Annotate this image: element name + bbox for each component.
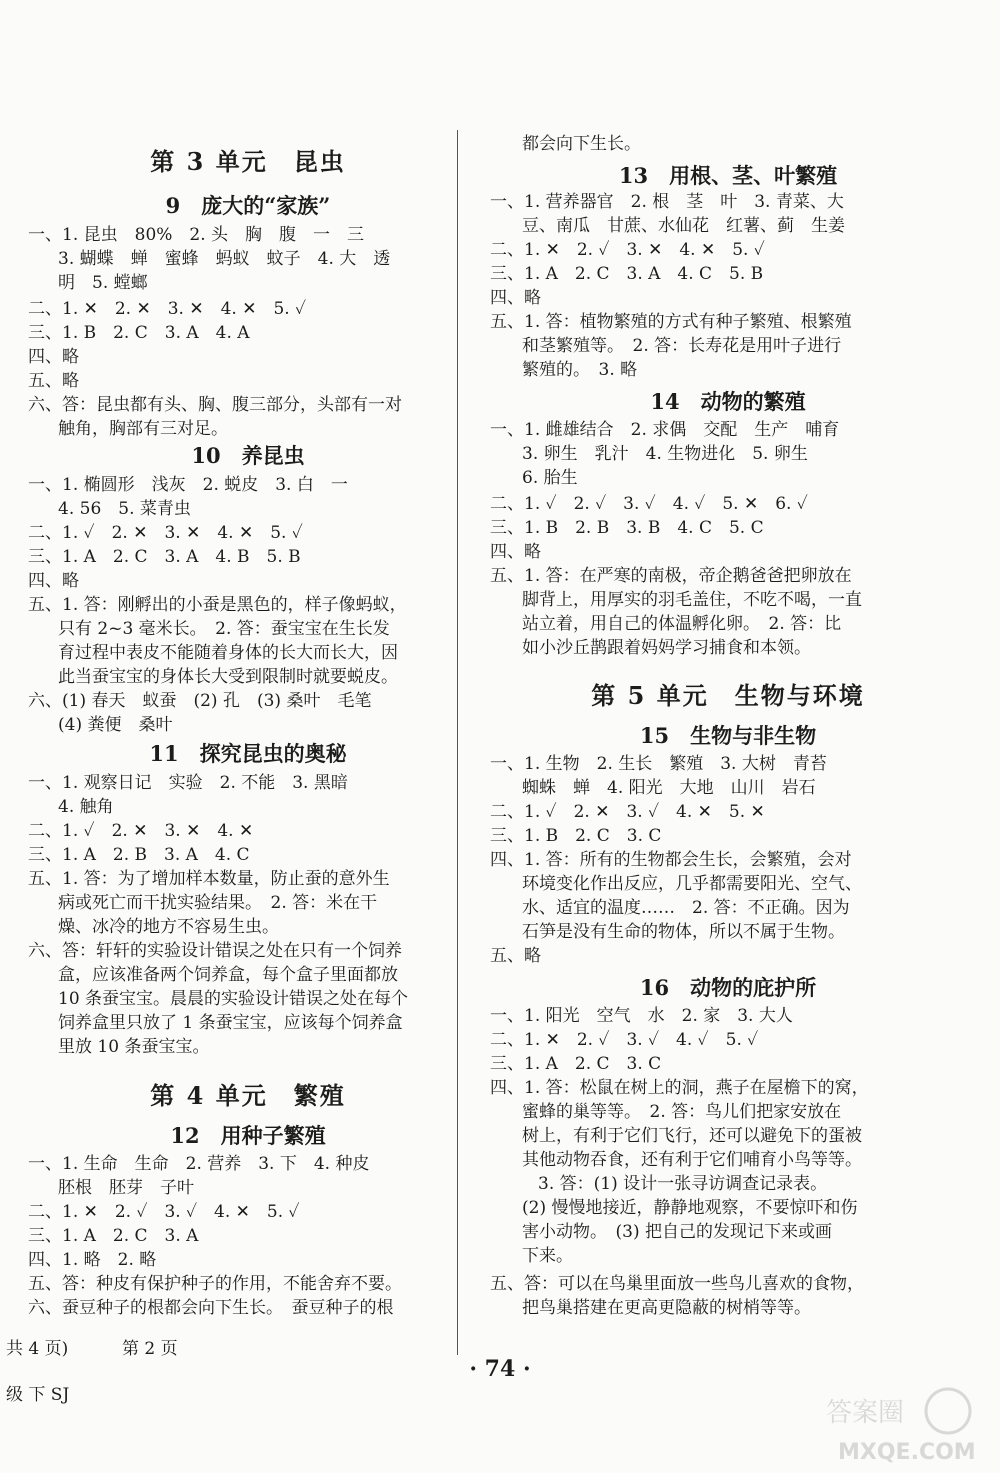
watermark-logo-text: 答案圈	[826, 1398, 905, 1428]
answer-line: 病或死亡而干扰实验结果。 2. 答：米在干	[58, 893, 378, 913]
answer-line: 一、1. 营养器官 2. 根 茎 叶 3. 青菜、大	[490, 192, 844, 212]
answer-line: 二、1. ✓ 2. ✕ 3. ✕ 4. ✕	[28, 821, 254, 841]
answer-line: 石笋是没有生命的物体，所以不属于生物。	[522, 922, 845, 942]
answer-line: 二、1. ✓ 2. ✕ 3. ✕ 4. ✕ 5. ✓	[28, 523, 303, 543]
unit-heading: 第 3 单元 昆虫	[150, 147, 346, 176]
answer-line: 三、1. A 2. B 3. A 4. C	[28, 845, 250, 865]
answer-line: 一、1. 昆虫 80% 2. 头 胸 腹 一 三	[28, 225, 365, 245]
answer-line: 蜜蜂的巢等等。 2. 答：鸟儿们把家安放在	[522, 1102, 842, 1122]
answer-line: 六、答：轩轩的实验设计错误之处在只有一个饲养	[28, 941, 402, 961]
answer-line: 三、1. A 2. C 3. C	[490, 1054, 662, 1074]
answer-line: 四、略	[490, 288, 541, 308]
answer-line: 五、1. 答：为了增加样本数量，防止蚕的意外生	[28, 869, 390, 889]
answer-line: 3. 答：(1) 设计一张寻访调查记录表。	[538, 1174, 828, 1194]
answer-line: 其他动物吞食，还有利于它们哺育小鸟等等。	[522, 1150, 862, 1170]
lesson-heading: 12 用种子繁殖	[170, 1123, 326, 1148]
lesson-heading: 15 生物与非生物	[639, 723, 817, 748]
answer-line: 一、1. 观察日记 实验 2. 不能 3. 黑暗	[28, 773, 348, 793]
unit-heading: 第 5 单元 生物与环境	[591, 681, 865, 710]
answer-line: 一、1. 生命 生命 2. 营养 3. 下 4. 种皮	[28, 1154, 370, 1174]
column-divider	[457, 130, 458, 1355]
answer-line: 四、1. 答：所有的生物都会生长，会繁殖，会对	[490, 850, 852, 870]
answer-line: 三、1. A 2. C 3. A 4. B 5. B	[28, 547, 301, 567]
answer-line: 站立着，用自己的体温孵化卵。 2. 答：比	[522, 614, 842, 634]
answer-line: 4. 触角	[58, 797, 114, 817]
answer-line: 六、(1) 春天 蚁蚕 (2) 孔 (3) 桑叶 毛笔	[28, 691, 372, 711]
answer-line: 三、1. A 2. C 3. A	[28, 1226, 199, 1246]
answer-line: 6. 胎生	[522, 468, 578, 488]
answer-line: 如小沙丘鹊跟着妈妈学习捕食和本领。	[522, 638, 811, 658]
answer-line: 害小动物。 (3) 把自己的发现记下来或画	[522, 1222, 832, 1242]
answer-line: 盒，应该准备两个饲养盒，每个盒子里面都放	[58, 965, 398, 985]
answer-line: 二、1. ✓ 2. ✓ 3. ✓ 4. ✓ 5. ✕ 6. ✓	[490, 494, 808, 514]
lesson-heading: 10 养昆虫	[191, 443, 305, 468]
answer-line: 和茎繁殖等。 2. 答：长寿花是用叶子进行	[522, 336, 842, 356]
answer-line: 把鸟巢搭建在更高更隐蔽的树梢等等。	[522, 1298, 811, 1318]
answer-line: 五、略	[28, 371, 79, 391]
answer-line: 3. 卵生 乳汁 4. 生物进化 5. 卵生	[522, 444, 808, 464]
answer-line: 都会向下生长。	[522, 134, 641, 154]
answer-line: 明 5. 螳螂	[58, 273, 148, 293]
answer-line: 只有 2~3 毫米长。 2. 答：蚕宝宝在生长发	[58, 619, 390, 639]
answer-line: 五、1. 答：植物繁殖的方式有种子繁殖、根繁殖	[490, 312, 852, 332]
answer-line: 三、1. A 2. C 3. A 4. C 5. B	[490, 264, 764, 284]
answer-line: 此当蚕宝宝的身体长大受到限制时就要蜕皮。	[58, 667, 398, 687]
answer-line: 3. 蝴蝶 蝉 蜜蜂 蚂蚁 蚊子 4. 大 透	[58, 249, 391, 269]
answer-line: 一、1. 雌雄结合 2. 求偶 交配 生产 哺育	[490, 420, 840, 440]
watermark	[820, 1385, 988, 1465]
answer-line: (2) 慢慢地接近，静静地观察，不要惊吓和伤	[522, 1198, 858, 1218]
answer-line: 一、1. 椭圆形 浅灰 2. 蜕皮 3. 白 一	[28, 475, 348, 495]
answer-line: 繁殖的。 3. 略	[522, 360, 638, 380]
answer-line: 燥、冰冷的地方不容易生虫。	[58, 917, 279, 937]
answer-line: 水、适宜的温度…… 2. 答：不正确。因为	[522, 898, 850, 918]
answer-line: 触角，胸部有三对足。	[58, 419, 228, 439]
footer-grade: 级 下 SJ	[6, 1385, 70, 1405]
answer-line: 四、略	[28, 571, 79, 591]
answer-line: 二、1. ✕ 2. ✓ 3. ✓ 4. ✓ 5. ✓	[490, 1030, 759, 1050]
answer-line: 五、1. 答：刚孵出的小蚕是黑色的，样子像蚂蚁，	[28, 595, 407, 615]
answer-line: 豆、南瓜 甘蔗、水仙花 红薯、蓟 生姜	[522, 216, 845, 236]
lesson-heading: 14 动物的繁殖	[650, 389, 806, 414]
answer-line: 五、答：可以在鸟巢里面放一些鸟儿喜欢的食物，	[490, 1274, 864, 1294]
answer-line: 四、1. 略 2. 略	[28, 1250, 157, 1270]
lesson-heading: 13 用根、茎、叶繁殖	[618, 163, 838, 188]
watermark-text: MXQE.COM	[838, 1440, 976, 1465]
answer-line: 三、1. B 2. C 3. C	[490, 826, 662, 846]
answer-line: 二、1. ✕ 2. ✕ 3. ✕ 4. ✕ 5. ✓	[28, 299, 307, 319]
footer-pages-total: 共 4 页)	[6, 1339, 69, 1359]
page-number: · 74 ·	[469, 1356, 531, 1382]
lesson-heading: 9 庞大的“家族”	[165, 193, 331, 218]
answer-line: 五、1. 答：在严寒的南极，帝企鹅爸爸把卵放在	[490, 566, 852, 586]
answer-line: 三、1. B 2. C 3. A 4. A	[28, 323, 250, 343]
answer-line: 六、蚕豆种子的根都会向下生长。 蚕豆种子的根	[28, 1298, 394, 1318]
answer-line: 三、1. B 2. B 3. B 4. C 5. C	[490, 518, 764, 538]
answer-line: 四、略	[28, 347, 79, 367]
answer-line: 里放 10 条蚕宝宝。	[58, 1037, 210, 1057]
footer-page-current: 第 2 页	[122, 1339, 178, 1359]
answer-line: 蜘蛛 蝉 4. 阳光 大地 山川 岩石	[522, 778, 816, 798]
answer-line: 二、1. ✕ 2. ✓ 3. ✓ 4. ✕ 5. ✓	[28, 1202, 300, 1222]
answer-line: 二、1. ✓ 2. ✕ 3. ✓ 4. ✕ 5. ✕	[490, 802, 765, 822]
watermark-logo-icon	[820, 1385, 988, 1465]
answer-line: 4. 56 5. 菜青虫	[58, 499, 191, 519]
answer-line: 二、1. ✕ 2. ✓ 3. ✕ 4. ✕ 5. ✓	[490, 240, 765, 260]
answer-line: 五、答：种皮有保护种子的作用，不能舍弃不要。	[28, 1274, 402, 1294]
answer-line: 树上，有利于它们飞行，还可以避免下的蛋被	[522, 1126, 862, 1146]
answer-line: 下来。	[522, 1246, 573, 1266]
answer-line: 四、略	[490, 542, 541, 562]
answer-line: 六、答：昆虫都有头、胸、腹三部分，头部有一对	[28, 395, 402, 415]
unit-heading: 第 4 单元 繁殖	[150, 1081, 346, 1110]
answer-line: 脚背上，用厚实的羽毛盖住，不吃不喝，一直	[522, 590, 862, 610]
answer-line: 育过程中表皮不能随着身体的长大而长大，因	[58, 643, 398, 663]
answer-line: 环境变化作出反应，几乎都需要阳光、空气、	[522, 874, 862, 894]
answer-line: 一、1. 生物 2. 生长 繁殖 3. 大树 青苔	[490, 754, 827, 774]
lesson-heading: 11 探究昆虫的奥秘	[149, 741, 347, 766]
answer-line: 饲养盒里只放了 1 条蚕宝宝，应该每个饲养盒	[58, 1013, 403, 1033]
answer-line: 一、1. 阳光 空气 水 2. 家 3. 大人	[490, 1006, 793, 1026]
answer-line: 胚根 胚芽 子叶	[58, 1178, 194, 1198]
lesson-heading: 16 动物的庇护所	[639, 975, 817, 1000]
answer-line: 四、1. 答：松鼠在树上的洞，燕子在屋檐下的窝，	[490, 1078, 869, 1098]
answer-line: (4) 粪便 桑叶	[58, 715, 173, 735]
answer-line: 五、略	[490, 946, 541, 966]
answer-line: 10 条蚕宝宝。晨晨的实验设计错误之处在每个	[58, 989, 409, 1009]
